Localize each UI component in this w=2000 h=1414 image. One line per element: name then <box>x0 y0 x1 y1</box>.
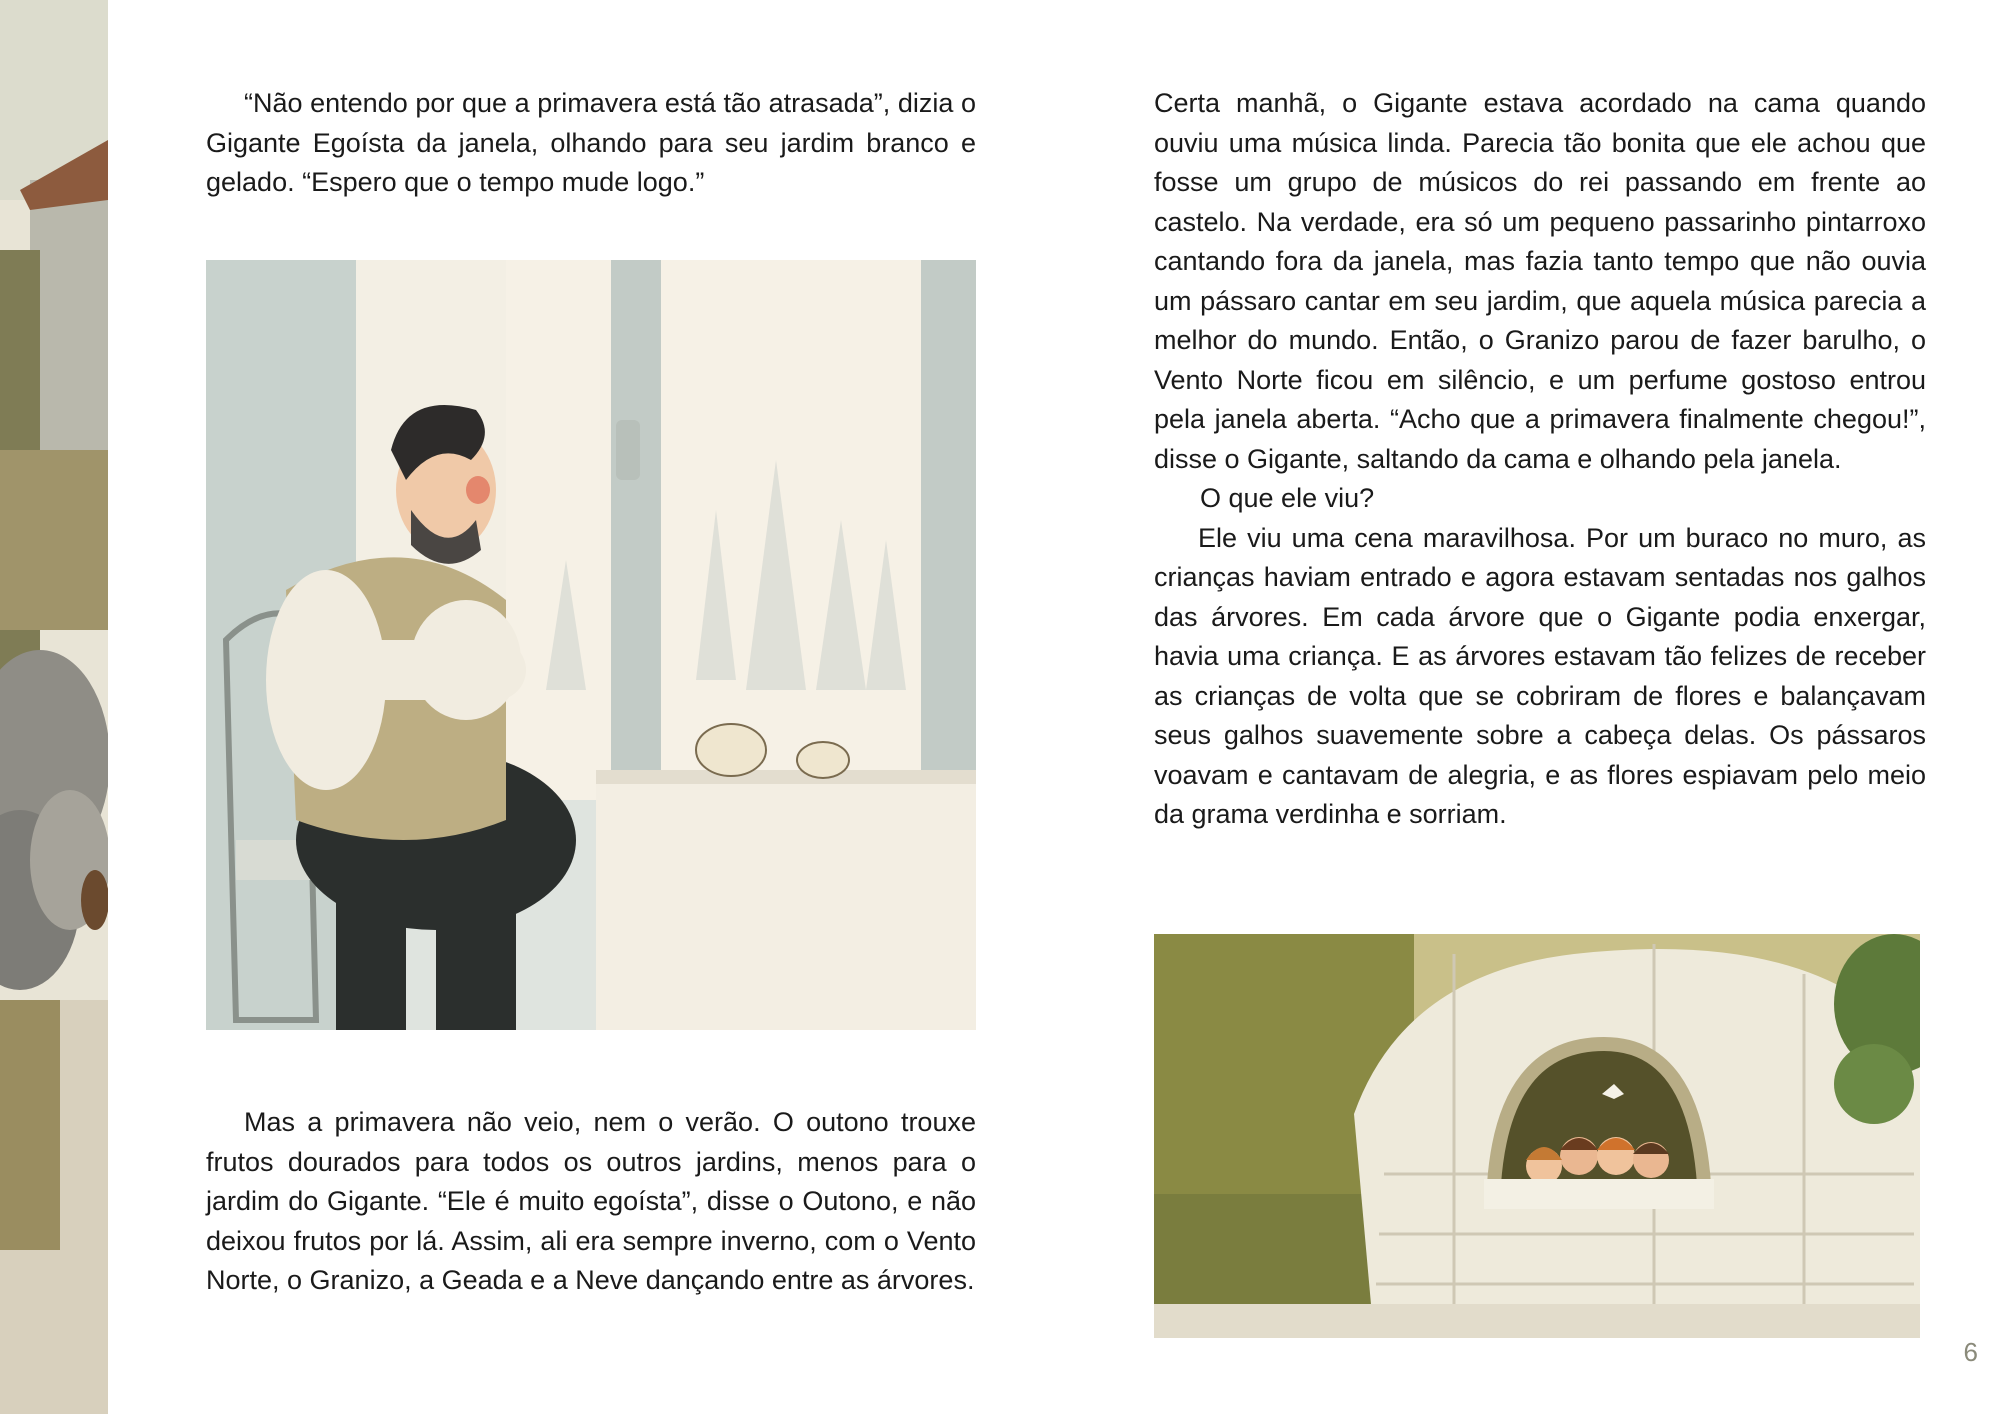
right-page <box>988 0 2000 1414</box>
left-page <box>108 0 988 1414</box>
paragraph: Ele viu uma cena maravilhosa. Por um buraco no muro, as crianças haviam entrado e agora estavam sentadas nos galhos das árvores. Em cada árvore que o Gigante podia enxergar, havia uma criança. E as árvores estavam tão felizes de receber as crianças de volta que se cobriram de flores e balançavam seus galhos suavemente sobre a cabeça delas. Os pássaros voavam e cantavam de alegria, e as flores espiavam pelo meio da grama verdinha e sorriam. <box>1154 522 1926 829</box>
giant-at-window-illustration <box>206 260 976 1030</box>
paragraph: “Não entendo por que a primavera está tão atrasada”, dizia o Gigante Egoísta da janela, olhando para seu jardim branco e gelado. “Espero que o tempo mude logo.” <box>206 88 976 197</box>
paragraph: Mas a primavera não veio, nem o verão. O outono trouxe frutos dourados para todos os outros jardins, menos para o jardim do Gigante. “Ele é muito egoísta”, disse o Outono, e não deixou frutos por lá. Assim, ali era sempre inverno, com o Vento Norte, o Granizo, a Geada e a Neve dançando entre as árvores. <box>206 1107 976 1295</box>
left-page-bottom-text <box>206 1103 976 1301</box>
previous-page-edge-illustration <box>0 0 108 1414</box>
paragraph: Certa manhã, o Gigante estava acordado na cama quando ouviu uma música linda. Parecia tão bonita que ele achou que fosse um grupo de músicos do rei passando em frente ao castelo. Na verdade, era só um pequeno passarinho pintarroxo cantando fora da janela, mas fazia tanto tempo que não ouvia um pássaro cantar em seu jardim, que aquela música parecia a melhor do mundo. Então, o Granizo parou de fazer barulho, o Vento Norte ficou em silêncio, e um perfume gostoso entrou pela janela aberta. “Acho que a primavera finalmente chegou!”, disse o Gigante, saltando da cama e olhando pela janela. <box>1154 88 1926 474</box>
page-number: 6 <box>1963 1337 1978 1367</box>
children-at-wall-illustration <box>1154 934 1920 1338</box>
paragraph: O que ele viu? <box>1200 483 1375 513</box>
right-page-text <box>1154 84 1926 835</box>
left-page-top-text <box>206 84 976 203</box>
